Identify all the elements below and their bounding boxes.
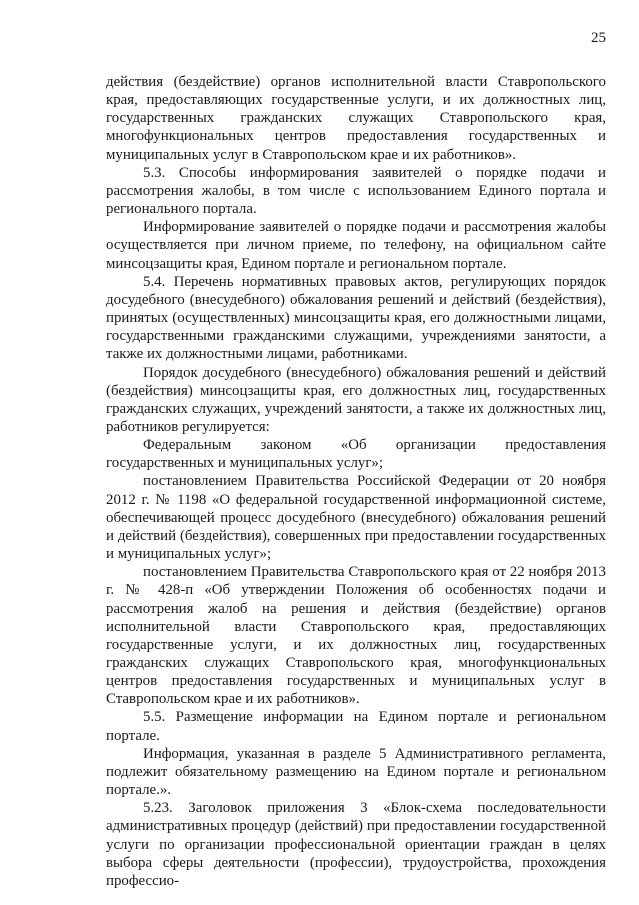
paragraph-5-3: 5.3. Способы информирования заявителей о порядке подачи и рассмотрения жалобы, в том числе с использованием Единого портала и регионального портала. (106, 164, 606, 218)
paragraph-appeal-procedure: Порядок досудебного (внесудебного) обжалования решений и действий (бездействия) минсоцзащиты края, его должностных лиц, государственных гражданских служащих, учреждений занятости, а также их должностных лиц, работников регулируется: (106, 364, 606, 435)
paragraph-5-4: 5.4. Перечень нормативных правовых актов, регулирующих порядок досудебного (внесудебного) обжалования решений и действий (бездействия), принятых (осуществленных) минсоцзащиты края, его должностными лицами, государственными гражданскими служащими, учреждениями занятости, а также их должностными лицами, работниками. (106, 273, 606, 363)
document-body (106, 73, 606, 890)
paragraph-stavropol-government-resolution: постановлением Правительства Ставропольского края от 22 ноября 2013 г. № 428-п «Об утверждении Положения об особенностях подачи и рассмотрения жалоб на решения и действия (бездействие) органов исполнительной власти Ставропольского края, предоставляющих государственные услуги, и их должностных лиц, государственных гражданских служащих Ставропольского края, многофункциональных центров предоставления государственных и муниципальных услуг в Ставропольском крае и их работников». (106, 564, 606, 708)
paragraph-federal-law: Федеральным законом «Об организации предоставления государственных и муниципальных услуг»; (106, 437, 606, 472)
paragraph-informing-applicants: Информирование заявителей о порядке подачи и рассмотрения жалобы осуществляется при личном приеме, по телефону, на официальном сайте минсоцзащиты края, Едином портале и региональном портале. (106, 219, 606, 272)
page-number: 25 (591, 30, 606, 46)
paragraph-5-23: 5.23. Заголовок приложения 3 «Блок-схема последовательности административных процедур (действий) при предоставлении государственной услуги по организации профессиональной ориентации граждан в целях выбора сферы деятельности (профессии), трудоустройства, прохождения профессио- (106, 800, 606, 889)
paragraph-5-5: 5.5. Размещение информации на Едином портале и региональном портале. (106, 709, 606, 744)
paragraph-continuation: действия (бездействие) органов исполнительной власти Ставропольского края, предоставляющих государственные услуги, и их должностных лиц, государственных гражданских служащих Ставропольского края, многофункциональных центров предоставления государственных и муниципальных услуг в Ставропольском крае и их работников». (106, 74, 606, 163)
paragraph-rf-government-resolution: постановлением Правительства Российской Федерации от 20 ноября 2012 г. № 1198 «О федеральной государственной информационной системе, обеспечивающей процесс досудебного (внесудебного) обжалования решений и действий (бездействия), совершенных при предоставлении государственных и муниципальных услуг»; (106, 473, 606, 563)
paragraph-section-5-information: Информация, указанная в разделе 5 Административного регламента, подлежит обязательному размещению на Едином портале и региональном портале.». (106, 745, 606, 799)
